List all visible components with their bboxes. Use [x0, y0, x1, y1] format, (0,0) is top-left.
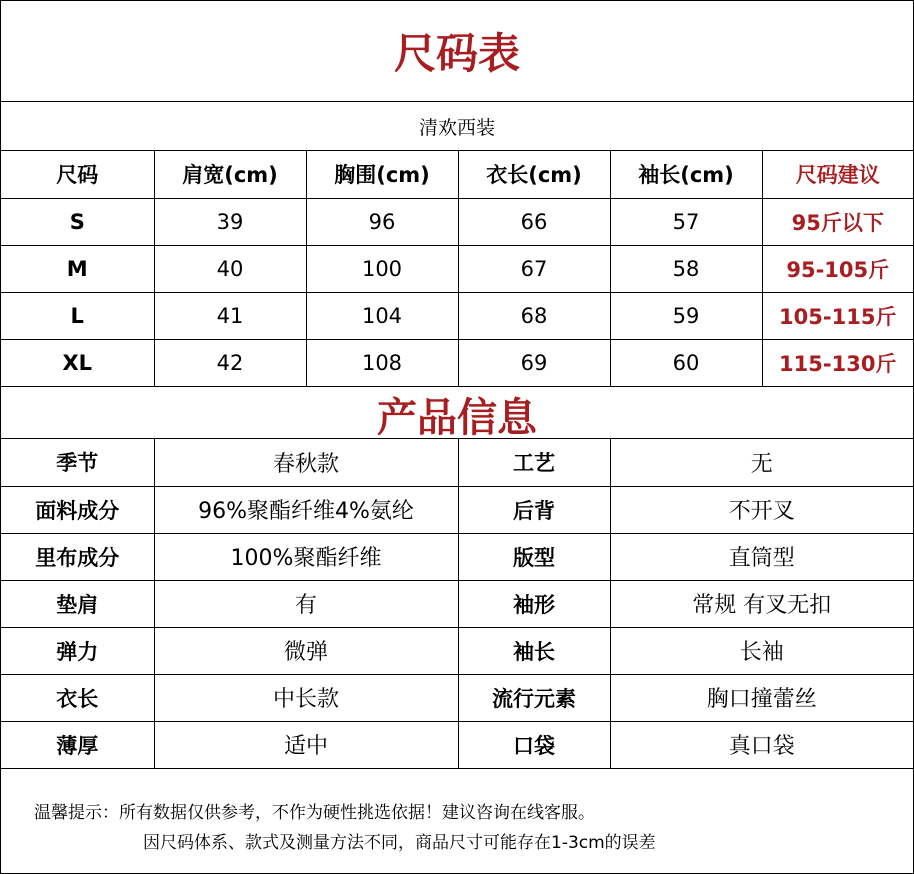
info-value: 真口袋: [610, 721, 913, 768]
table-row: [1, 339, 913, 386]
info-label: 面料成分: [1, 486, 154, 533]
sleeve-cell: 59: [610, 292, 762, 339]
bust-cell: 108: [306, 339, 458, 386]
info-value: 春秋款: [154, 439, 458, 486]
header-bust: 胸围(cm): [306, 151, 458, 198]
header-length: 衣长(cm): [458, 151, 610, 198]
info-label: 后背: [458, 486, 610, 533]
bust-cell: 100: [306, 245, 458, 292]
bust-cell: 96: [306, 198, 458, 245]
recommendation-cell: 95斤以下: [762, 198, 913, 245]
info-label: 季节: [1, 439, 154, 486]
product-info-title: 产品信息: [1, 391, 913, 439]
product-name: 清欢西装: [1, 102, 913, 151]
sleeve-cell: 60: [610, 339, 762, 386]
info-value: 不开叉: [610, 486, 913, 533]
length-cell: 68: [458, 292, 610, 339]
size-cell: M: [1, 245, 154, 292]
product-info-table: [1, 439, 913, 769]
shoulder-cell: 39: [154, 198, 306, 245]
size-cell: S: [1, 198, 154, 245]
disclaimer-line-1: 温馨提示：所有数据仅供参考，不作为硬性挑选依据！建议咨询在线客服。: [34, 803, 595, 823]
info-value: 适中: [154, 721, 458, 768]
length-cell: 67: [458, 245, 610, 292]
table-row: [1, 627, 913, 674]
size-chart-title: 尺码表: [1, 1, 913, 102]
info-label: 衣长: [1, 674, 154, 721]
info-label: 弹力: [1, 627, 154, 674]
table-row: [1, 245, 913, 292]
table-row: [1, 292, 913, 339]
info-value: 胸口撞蕾丝: [610, 674, 913, 721]
table-row: [1, 439, 913, 486]
shoulder-cell: 40: [154, 245, 306, 292]
table-row: [1, 580, 913, 627]
shoulder-cell: 42: [154, 339, 306, 386]
recommendation-cell: 105-115斤: [762, 292, 913, 339]
table-row: [1, 533, 913, 580]
info-label: 版型: [458, 533, 610, 580]
header-shoulder: 肩宽(cm): [154, 151, 306, 198]
size-cell: XL: [1, 339, 154, 386]
info-value: 中长款: [154, 674, 458, 721]
table-row: [1, 721, 913, 768]
info-value: 无: [610, 439, 913, 486]
length-cell: 69: [458, 339, 610, 386]
info-value: 96%聚酯纤维4%氨纶: [154, 486, 458, 533]
info-label: 薄厚: [1, 721, 154, 768]
info-value: 100%聚酯纤维: [154, 533, 458, 580]
disclaimer-line-2: 因尺码体系、款式及测量方法不同，商品尺寸可能存在1-3cm的误差: [143, 833, 656, 853]
info-label: 袖形: [458, 580, 610, 627]
info-value: 有: [154, 580, 458, 627]
size-cell: L: [1, 292, 154, 339]
table-row: [1, 674, 913, 721]
size-table-header-row: [1, 151, 913, 198]
table-row: [1, 486, 913, 533]
info-value: 直筒型: [610, 533, 913, 580]
info-label: 口袋: [458, 721, 610, 768]
bust-cell: 104: [306, 292, 458, 339]
info-value: 微弹: [154, 627, 458, 674]
header-recommendation: 尺码建议: [762, 151, 913, 198]
info-value: 长袖: [610, 627, 913, 674]
info-label: 里布成分: [1, 533, 154, 580]
recommendation-cell: 115-130斤: [762, 339, 913, 386]
length-cell: 66: [458, 198, 610, 245]
header-sleeve: 袖长(cm): [610, 151, 762, 198]
table-row: [1, 198, 913, 245]
header-size: 尺码: [1, 151, 154, 198]
info-value: 常规 有叉无扣: [610, 580, 913, 627]
info-label: 流行元素: [458, 674, 610, 721]
shoulder-cell: 41: [154, 292, 306, 339]
size-table: [1, 151, 913, 387]
info-label: 垫肩: [1, 580, 154, 627]
info-label: 袖长: [458, 627, 610, 674]
recommendation-cell: 95-105斤: [762, 245, 913, 292]
info-label: 工艺: [458, 439, 610, 486]
sleeve-cell: 57: [610, 198, 762, 245]
sleeve-cell: 58: [610, 245, 762, 292]
disclaimer-note: [1, 774, 913, 873]
